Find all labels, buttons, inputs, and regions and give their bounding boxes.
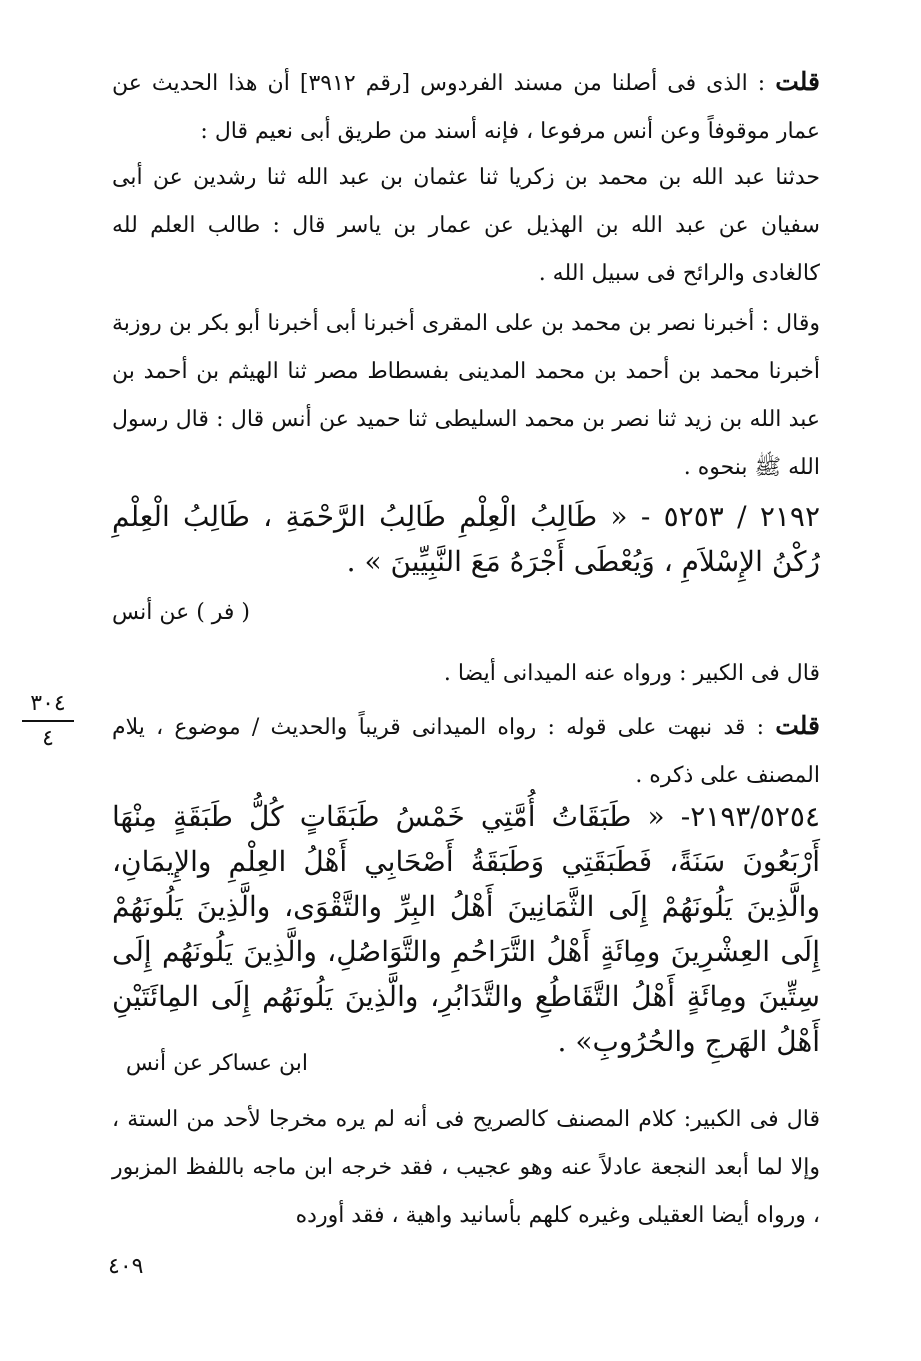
- margin-reference-volume: ٣٠٤: [30, 691, 66, 716]
- keyword-qult: قلت: [775, 67, 821, 96]
- margin-reference-page: ٤: [42, 726, 54, 751]
- hadith-5254: ٢١٩٣/٥٢٥٤- « طَبَقَاتُ أُمَّتِي خَمْسُ طَبَقَاتٍ كُلُّ طَبَقَةٍ مِنْهَا أَرْبَعُونَ سَنَةً، فَطَبَقَتِي وَطَبَقَةُ أَصْحَابِي أَهْلُ العِلْمِ والإِيمَانِ، والَّذِينَ يَلُونَهُمْ إِلَى الثَّمَانِينَ أَهْلُ البِرِّ والتَّقْوَى، والَّذِينَ يَلُونَهُمْ إِلَى العِشْرِينَ ومِائَةٍ أَهْلُ التَّرَاحُمِ والتَّوَاصُلِ، والَّذِينَ يَلُونَهُم إِلَى سِتِّينَ ومِائَةٍ أَهْلُ التَّقَاطُعِ والتَّدَابُرِ، والَّذِينَ يَلُونَهُم إِلَى المِائَتَيْنِ أَهْلُ الهَرجِ والحُرُوبِ» .: [112, 800, 820, 1058]
- page-number: ٤٠٩: [108, 1254, 144, 1279]
- paragraph-qult-1: [112, 58, 820, 156]
- paragraph-kabir-2: قال فى الكبير: كلام المصنف كالصريح فى أنه لم يره مخرجا لأحد من الستة ، وإلا لما أبعد النجعة عادلاً عنه وهو عجيب ، فقد خرجه ابن ماجه باللفظ المزبور ، ورواه أيضا العقيلى وغيره كلهم بأسانيد واهية ، فقد أورده: [112, 1107, 820, 1228]
- paragraph-text: : الذى فى أصلنا من مسند الفردوس [رقم ٣٩١٢] أن هذا الحديث عن عمار موقوفاً وعن أنس مرفوعا ، فإنه أسند من طريق أبى نعيم قال :: [112, 71, 820, 144]
- margin-reference-divider: [22, 720, 74, 722]
- paragraph-isnad-1: حدثنا عبد الله بن محمد بن زكريا ثنا عثمان بن عبد الله ثنا رشدين عن أبى سفيان عن عبد الله بن الهذيل عن عمار بن ياسر قال : طالب العلم لله كالغادى والرائح فى سبيل الله .: [112, 165, 820, 286]
- paragraph-isnad-2: وقال : أخبرنا نصر بن محمد بن على المقرى أخبرنا أبى أخبرنا أبو بكر بن روزبة أخبرنا محمد بن أحمد بن محمد المدينى بفسطاط مصر ثنا الهيثم بن أحمد بن عبد الله بن زيد ثنا نصر بن محمد السليطى ثنا حميد عن أنس قال : قال رسول الله ﷺ بنحوه .: [112, 311, 820, 480]
- hadith-5253: ٢١٩٢ / ٥٢٥٣ - « طَالِبُ الْعِلْمِ طَالِبُ الرَّحْمَةِ ، طَالِبُ الْعِلْمِ رُكْنُ الإِسْلاَمِ ، وَيُعْطَى أَجْرَهُ مَعَ النَّبِيِّينَ » .: [112, 500, 820, 578]
- paragraph-qult-2: [112, 702, 820, 800]
- paragraph-kabir-1: قال فى الكبير : ورواه عنه الميدانى أيضا .: [443, 661, 820, 686]
- hadith-source-1: ( فر ) عن أنس: [112, 600, 250, 625]
- paragraph-text: : قد نبهت على قوله : رواه الميدانى قريباً والحديث / موضوع ، يلام المصنف على ذكره .: [112, 715, 820, 788]
- keyword-qult: قلت: [775, 711, 820, 740]
- margin-reference: [22, 690, 74, 752]
- hadith-source-2: ابن عساكر عن أنس: [125, 1051, 308, 1076]
